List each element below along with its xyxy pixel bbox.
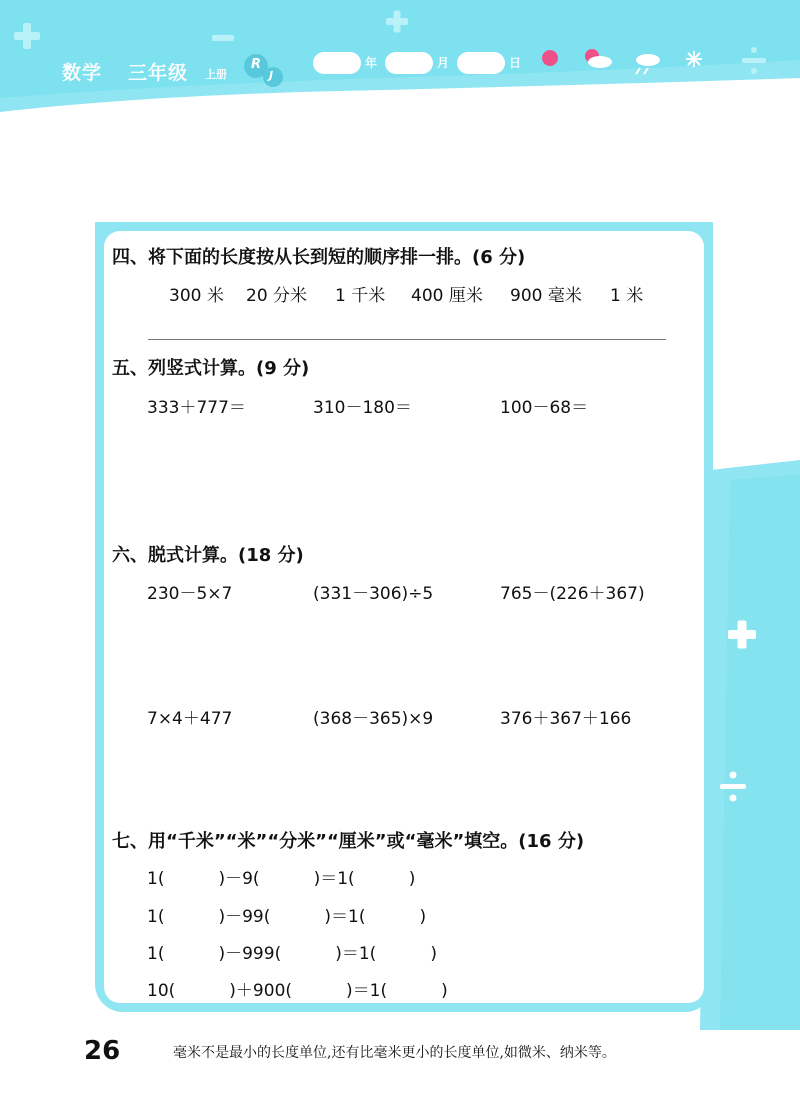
q7-item-3: 1( )－999( )＝1( ): [147, 944, 437, 964]
q6-problem-1: 230－5×7: [147, 584, 233, 604]
snowflake-icon: [686, 51, 702, 67]
edition-r: R: [251, 57, 262, 72]
q6-problem-2: (331－306)÷5: [313, 584, 434, 604]
side-decoration: [700, 460, 800, 1030]
day-field[interactable]: [457, 52, 505, 74]
month-label: 月: [437, 56, 450, 70]
day-label: 日: [509, 56, 522, 70]
q4-length-6: 1 米: [610, 286, 644, 306]
grade-label: 三年级: [128, 62, 189, 84]
q7-item-2: 1( )－99( )＝1( ): [147, 907, 427, 927]
q4-length-3: 1 千米: [335, 286, 386, 306]
answer-line[interactable]: [148, 339, 666, 340]
sun-icon: [542, 50, 558, 66]
q4-title: 四、将下面的长度按从长到短的顺序排一排。(6 分): [112, 247, 526, 268]
q5-problem-2: 310－180＝: [313, 398, 412, 418]
q7-item-1: 1( )－9( )＝1( ): [147, 869, 416, 889]
edition-j: J: [269, 69, 274, 82]
q6-problem-4: 7×4＋477: [147, 709, 233, 729]
page-number: 26: [84, 1036, 121, 1066]
q6-problem-5: (368－365)×9: [313, 709, 434, 729]
year-field[interactable]: [313, 52, 361, 74]
footer-tip: 毫米不是最小的长度单位,还有比毫米更小的长度单位,如微米、纳米等。: [173, 1045, 616, 1061]
volume-label: 上册: [205, 68, 227, 81]
q4-length-2: 20 分米: [246, 286, 308, 306]
subject-label: 数学: [62, 62, 103, 84]
q7-item-4: 10( )＋900( )＝1( ): [147, 981, 448, 1001]
q5-problem-3: 100－68＝: [500, 398, 589, 418]
q4-length-5: 900 毫米: [510, 286, 582, 306]
q5-problem-1: 333＋777＝: [147, 398, 246, 418]
year-label: 年: [365, 56, 378, 70]
q6-title: 六、脱式计算。(18 分): [112, 545, 304, 566]
q7-title: 七、用“千米”“米”“分米”“厘米”或“毫米”填空。(16 分): [112, 831, 585, 852]
q5-title: 五、列竖式计算。(9 分): [112, 358, 310, 379]
q6-problem-3: 765－(226＋367): [500, 584, 645, 604]
q4-length-4: 400 厘米: [411, 286, 483, 306]
q4-length-1: 300 米: [169, 286, 224, 306]
q6-problem-6: 376＋367＋166: [500, 709, 632, 729]
month-field[interactable]: [385, 52, 433, 74]
